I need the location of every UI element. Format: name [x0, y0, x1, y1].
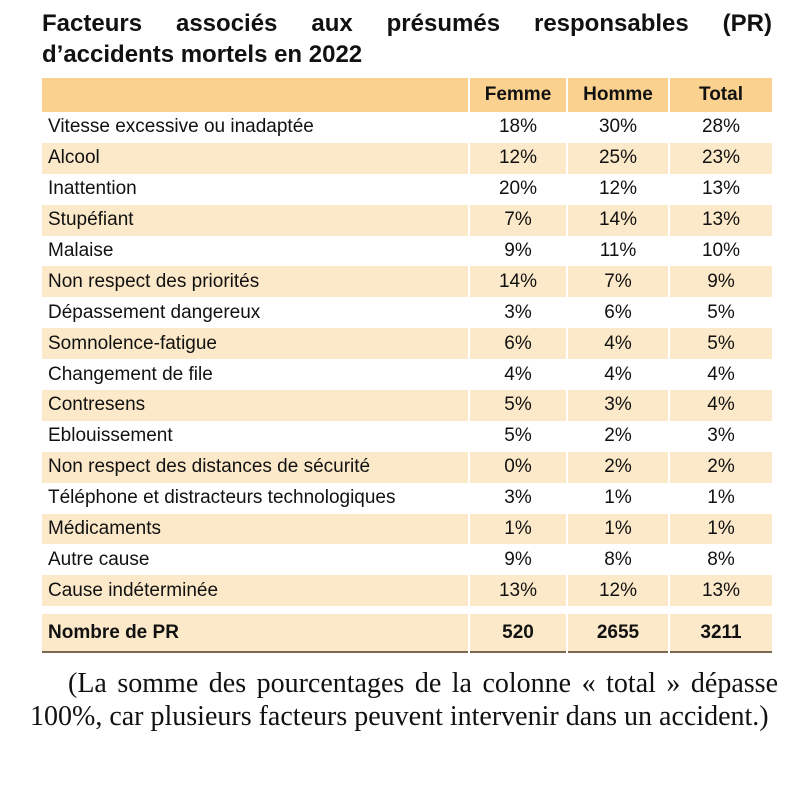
cell-femme: 9% [469, 236, 567, 267]
row-label: Alcool [42, 143, 469, 174]
row-label: Médicaments [42, 514, 469, 545]
cell-total: 2% [669, 452, 772, 483]
header-homme: Homme [567, 78, 669, 112]
table-row [42, 390, 772, 421]
cell-total: 1% [669, 483, 772, 514]
cell-total: 13% [669, 575, 772, 606]
cell-homme: 2% [567, 421, 669, 452]
cell-femme: 18% [469, 112, 567, 143]
table-row [42, 359, 772, 390]
cell-homme: 4% [567, 328, 669, 359]
table-row [42, 174, 772, 205]
table-row [42, 112, 772, 143]
table-title [42, 8, 772, 70]
row-label: Malaise [48, 240, 114, 261]
cell-homme: 12% [567, 174, 669, 205]
table-row [42, 514, 772, 545]
cell-homme: 1% [567, 514, 669, 545]
table-row [42, 575, 772, 606]
cell-femme: 14% [469, 266, 567, 297]
cell-homme: 6% [567, 297, 669, 328]
cell-femme: 3% [469, 297, 567, 328]
cell-total: 8% [669, 544, 772, 575]
cell-homme: 1% [567, 483, 669, 514]
row-label: Stupéfiant [42, 205, 469, 236]
row-label: Somnolence-fatigue [42, 328, 469, 359]
cell-homme: 11% [567, 236, 669, 267]
cell-homme: 2655 [567, 614, 669, 652]
cell-femme: 4% [469, 359, 567, 390]
footnote: (La somme des pourcentages de la colonne « total » dépasse 100%, car plusieurs facteurs peuvent intervenir dans un accident.) [30, 668, 778, 732]
table-title-line-2: d’accidents mortels en 2022 [42, 41, 363, 68]
table-row [42, 421, 772, 452]
table-title-line-1: Facteurs associés aux présumés responsables (PR) [42, 10, 772, 37]
spacer-cell [469, 606, 567, 614]
cell-femme: 7% [469, 205, 567, 236]
table-row [42, 297, 772, 328]
cell-total: 23% [669, 143, 772, 174]
cell-homme: 2% [567, 452, 669, 483]
cell-total: 4% [669, 390, 772, 421]
cell-homme: 4% [567, 359, 669, 390]
cell-femme: 6% [469, 328, 567, 359]
cell-femme: 5% [469, 390, 567, 421]
factors-table [42, 78, 772, 653]
table-body [42, 112, 772, 652]
row-label: Contresens [42, 390, 469, 421]
cell-total: 10% [669, 236, 772, 267]
row-label: Changement de file [48, 363, 213, 385]
table-row [42, 328, 772, 359]
cell-total: 4% [669, 359, 772, 390]
row-label: Vitesse excessive ou inadaptée [48, 116, 314, 138]
row-label: Non respect des distances de sécurité [42, 452, 469, 483]
spacer-cell [669, 606, 772, 614]
row-label: Autre cause [48, 548, 150, 570]
cell-homme: 7% [567, 266, 669, 297]
cell-homme: 30% [567, 112, 669, 143]
row-label: Inattention [48, 178, 137, 200]
row-label: Nombre de PR [48, 621, 179, 643]
cell-total: 28% [669, 112, 772, 143]
cell-total: 5% [669, 328, 772, 359]
cell-femme: 1% [469, 514, 567, 545]
cell-total: 9% [669, 266, 772, 297]
table-row [42, 236, 772, 267]
cell-femme: 0% [469, 452, 567, 483]
table-row [42, 544, 772, 575]
total-row [42, 614, 772, 652]
cell-femme: 520 [469, 614, 567, 652]
cell-femme: 12% [469, 143, 567, 174]
row-label: Cause indéterminée [42, 575, 469, 606]
cell-total: 13% [669, 174, 772, 205]
cell-homme: 8% [567, 544, 669, 575]
cell-femme: 3% [469, 483, 567, 514]
cell-total: 3211 [669, 614, 772, 652]
cell-homme: 14% [567, 205, 669, 236]
header-total: Total [669, 78, 772, 112]
row-label: Eblouissement [48, 425, 173, 447]
table-row [42, 483, 772, 514]
header-label-column [42, 78, 469, 112]
cell-total: 1% [669, 514, 772, 545]
cell-femme: 5% [469, 421, 567, 452]
cell-total: 5% [669, 297, 772, 328]
spacer-cell [42, 606, 469, 614]
header-femme: Femme [469, 78, 567, 112]
cell-total: 13% [669, 205, 772, 236]
cell-total: 3% [669, 421, 772, 452]
cell-homme: 12% [567, 575, 669, 606]
table-row [42, 452, 772, 483]
row-label: Dépassement dangereux [48, 301, 261, 323]
spacer-cell [567, 606, 669, 614]
table-row [42, 205, 772, 236]
cell-femme: 9% [469, 544, 567, 575]
cell-femme: 13% [469, 575, 567, 606]
cell-homme: 3% [567, 390, 669, 421]
row-label: Non respect des priorités [42, 266, 469, 297]
row-spacer [42, 606, 772, 614]
cell-homme: 25% [567, 143, 669, 174]
cell-femme: 20% [469, 174, 567, 205]
row-label: Téléphone et distracteurs technologiques [48, 487, 396, 509]
table-row [42, 266, 772, 297]
table-header-row [42, 78, 772, 112]
table-row [42, 143, 772, 174]
